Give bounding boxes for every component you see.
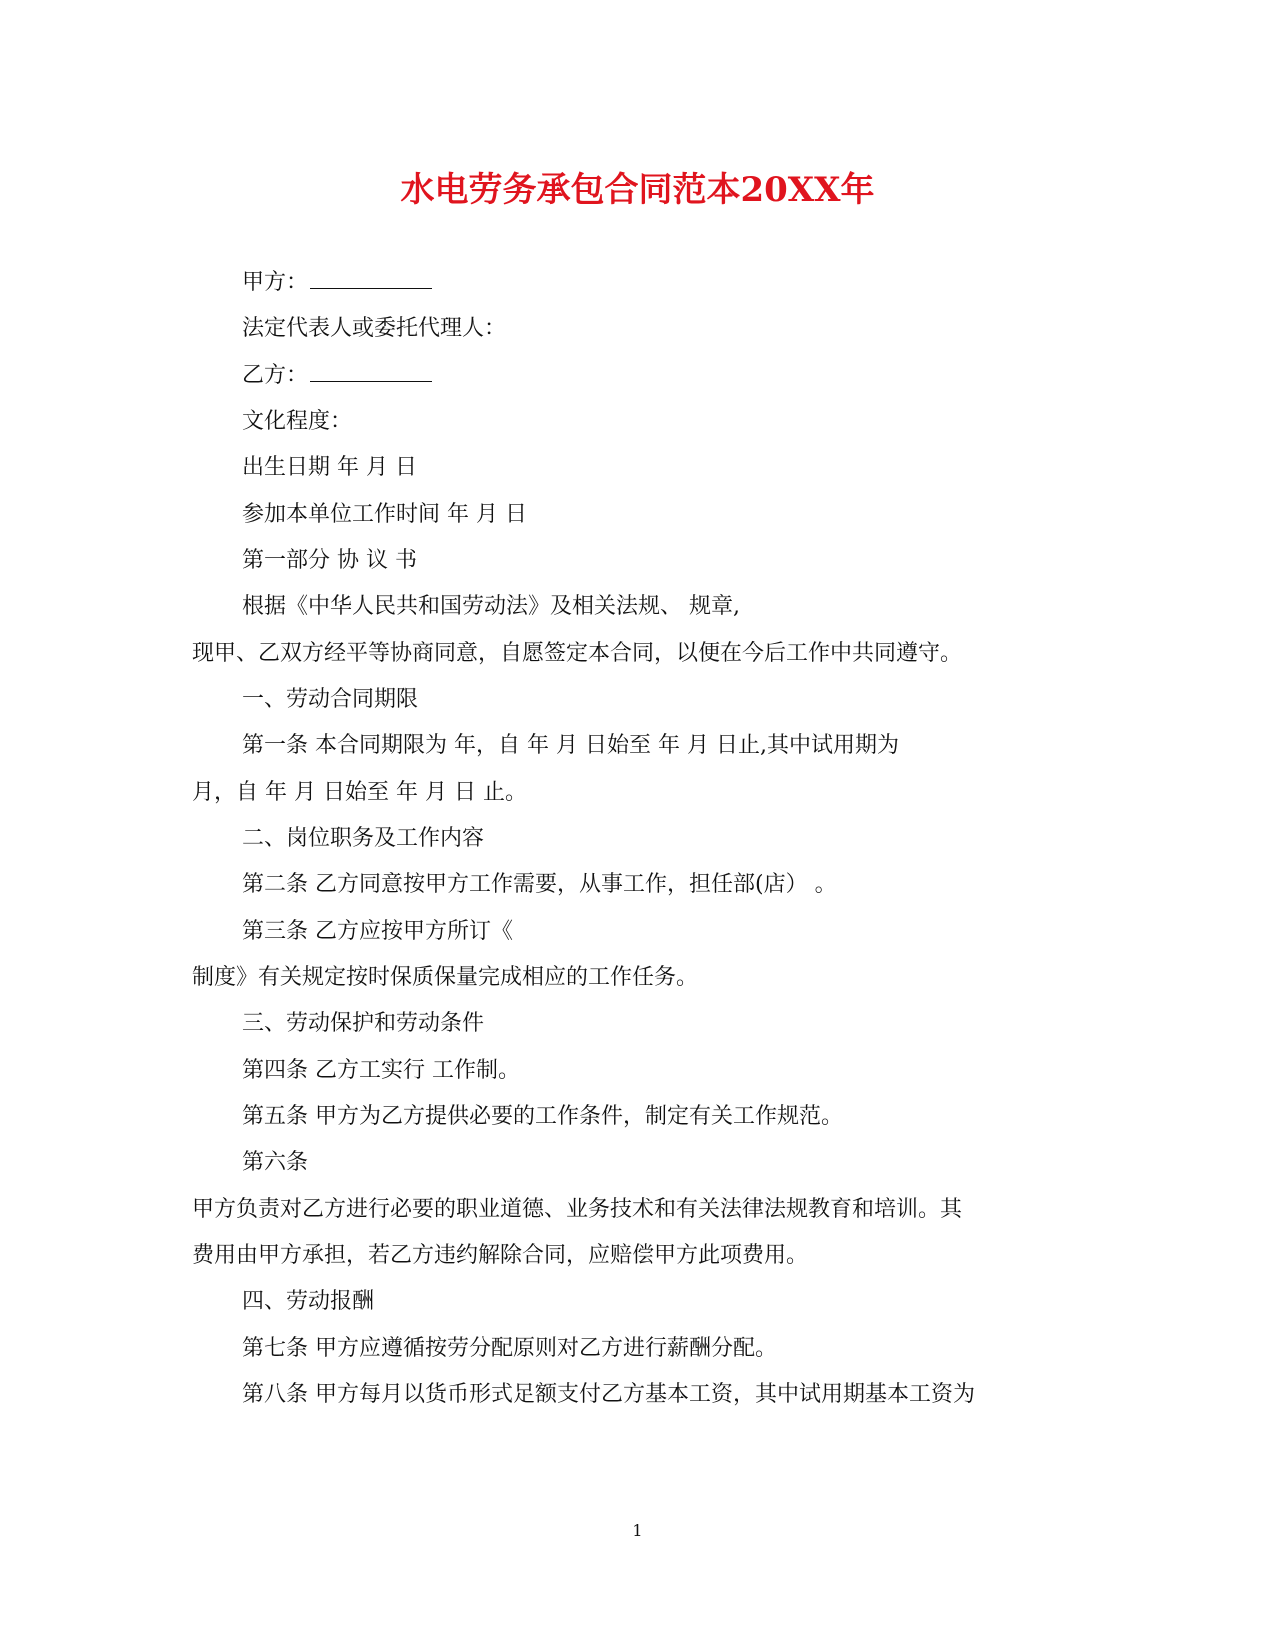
section-heading: 二、岗位职务及工作内容 [242,826,485,851]
page-number: 1 [632,1521,643,1540]
article-line: 制度》有关规定按时保质保量完成相应的工作任务。 [192,965,699,990]
article-line: 第五条 甲方为乙方提供必要的工作条件，制定有关工作规范。 [242,1104,843,1129]
document-title: 水电劳务承包合同范本20XX年 [400,170,875,210]
party-a-line [242,268,432,298]
party-b-blank [310,361,432,382]
section-heading: 四、劳动报酬 [242,1289,375,1314]
article-line: 第八条 甲方每月以货币形式足额支付乙方基本工资，其中试用期基本工资为 [242,1382,975,1407]
section-heading: 三、劳动保护和劳动条件 [242,1011,485,1036]
party-a-blank [310,268,432,289]
article-line: 第七条 甲方应遵循按劳分配原则对乙方进行薪酬分配。 [242,1336,777,1361]
article-line: 月，自 年 月 日始至 年 月 日 止。 [192,780,527,805]
section-heading: 一、劳动合同期限 [242,687,419,712]
education-line: 文化程度： [242,409,353,434]
article-line: 第六条 [242,1150,309,1175]
article-line: 第一条 本合同期限为 年，自 年 月 日始至 年 月 日止,其中试用期为 [242,733,899,758]
article-line: 第四条 乙方工实行 工作制。 [242,1058,520,1083]
birth-date-line: 出生日期 年 月 日 [242,455,417,480]
article-line: 甲方负责对乙方进行必要的职业道德、业务技术和有关法律法规教育和培训。其 [192,1197,963,1222]
legal-representative-line: 法定代表人或委托代理人： [242,316,507,341]
party-b-label: 乙方： [242,363,309,388]
party-b-line [242,361,432,391]
paragraph-line: 根据《中华人民共和国劳动法》及相关法规、 规章, [242,594,740,619]
article-line: 第三条 乙方应按甲方所订《 [242,919,513,944]
join-date-line: 参加本单位工作时间 年 月 日 [242,502,527,527]
article-line: 第二条 乙方同意按甲方工作需要，从事工作，担任部(店） 。 [242,872,837,897]
party-a-label: 甲方： [242,270,309,295]
article-line: 费用由甲方承担，若乙方违约解除合同，应赔偿甲方此项费用。 [192,1243,809,1268]
part-one-heading: 第一部分 协 议 书 [242,548,417,573]
paragraph-line: 现甲、乙双方经平等协商同意，自愿签定本合同，以便在今后工作中共同遵守。 [192,641,963,666]
